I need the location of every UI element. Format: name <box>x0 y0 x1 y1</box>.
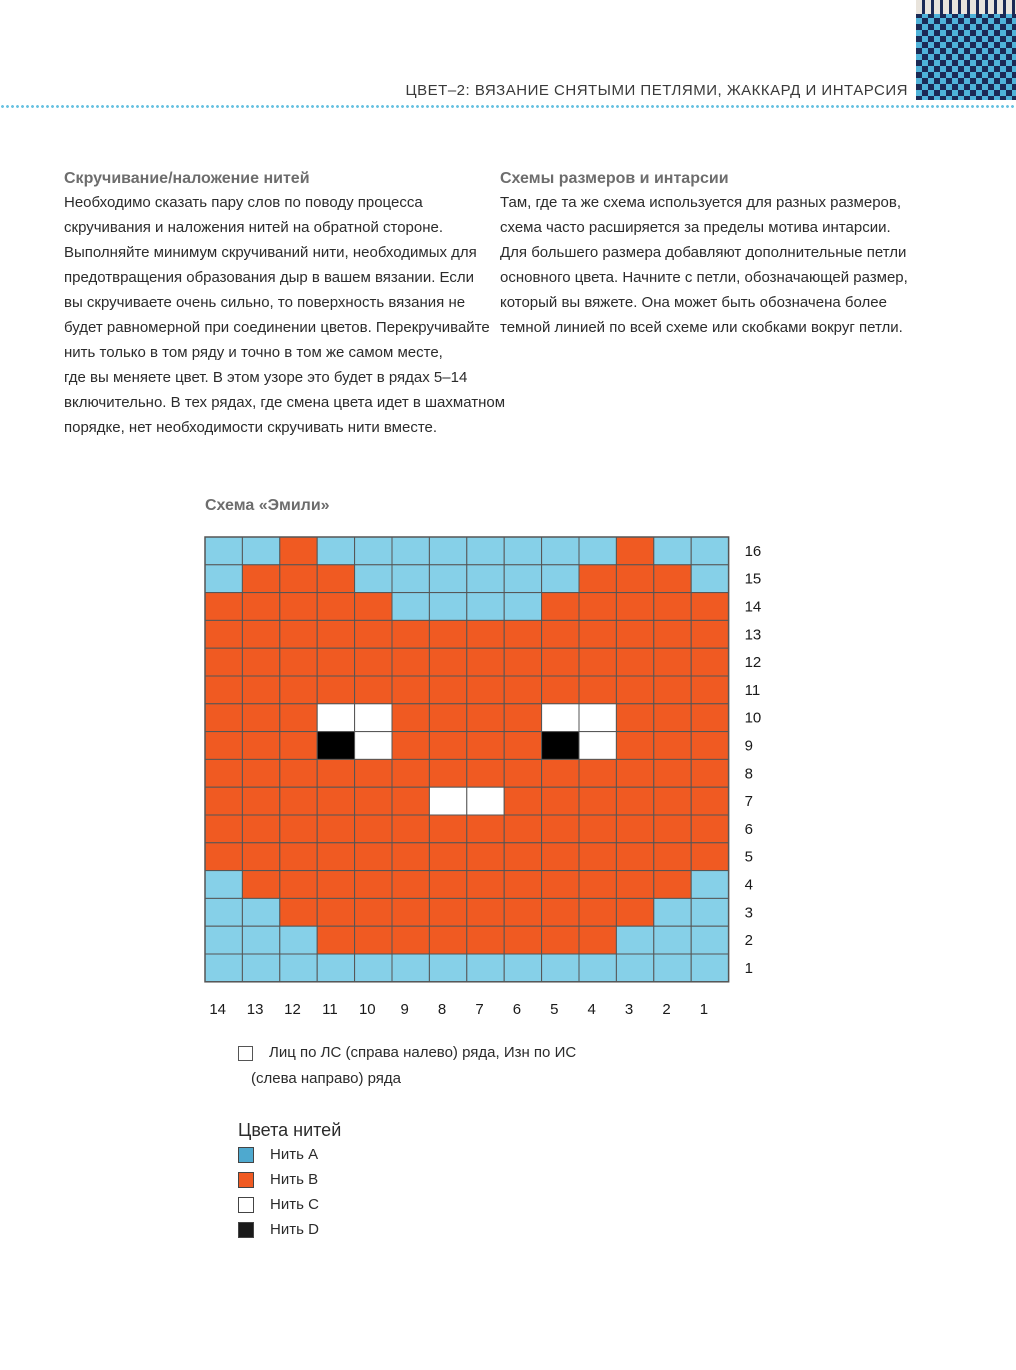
chart-cell <box>654 815 691 843</box>
chart-cell <box>205 593 242 621</box>
row-number-label: 5 <box>744 848 753 866</box>
chart-cell <box>579 732 616 760</box>
chart-cell <box>691 537 728 565</box>
chart-cell <box>280 593 317 621</box>
chart-cell <box>205 648 242 676</box>
chart-cell <box>654 620 691 648</box>
column-number-label: 11 <box>322 1000 338 1018</box>
chart-cell <box>467 871 504 899</box>
chart-cell <box>242 759 279 787</box>
chart-cell <box>205 537 242 565</box>
chart-cell <box>392 732 429 760</box>
chart-cell <box>280 787 317 815</box>
chart-cell <box>467 926 504 954</box>
chart-cell <box>504 648 541 676</box>
right-line: схема часто расширяется за пределы мотива интарсии. <box>500 219 891 236</box>
chart-cell <box>355 676 392 704</box>
chart-cell <box>504 620 541 648</box>
chart-cell <box>542 537 579 565</box>
chart-cell <box>542 759 579 787</box>
left-line: скручивания и наложения нитей на обратной стороне. <box>64 219 444 236</box>
chart-cell <box>542 926 579 954</box>
chart-cell <box>542 732 579 760</box>
chart-cell <box>317 787 354 815</box>
chart-cell <box>205 954 242 982</box>
chart-cell <box>242 620 279 648</box>
chart-cell <box>280 926 317 954</box>
left-line: предотвращения образования дыр в вашем вязании. Если <box>64 269 474 286</box>
column-number-label: 10 <box>358 1000 376 1018</box>
chart-cell <box>280 759 317 787</box>
chart-cell <box>317 732 354 760</box>
row-number-label: 15 <box>744 570 762 588</box>
chart-cell <box>355 648 392 676</box>
chart-cell <box>654 787 691 815</box>
chart-cell <box>467 704 504 732</box>
chart-cell <box>392 537 429 565</box>
chart-cell <box>205 787 242 815</box>
chart-cell <box>429 815 466 843</box>
chart-cell <box>317 620 354 648</box>
chart-cell <box>392 787 429 815</box>
chart-cell <box>542 648 579 676</box>
chart-cell <box>579 676 616 704</box>
yarn-swatch <box>238 1172 254 1188</box>
chart-cell <box>467 732 504 760</box>
chart-cell <box>280 648 317 676</box>
row-number-label: 16 <box>744 542 762 560</box>
row-number-label: 3 <box>744 904 753 922</box>
chart-cell <box>429 620 466 648</box>
chart-cell <box>429 732 466 760</box>
stitch-legend-line1: Лиц по ЛС (справа налево) ряда, Изн по ИС <box>269 1044 577 1061</box>
chart-cell <box>205 815 242 843</box>
left-line: включительно. В тех рядах, где смена цвета идет в шахматном <box>64 394 506 411</box>
chart-cell <box>504 926 541 954</box>
chart-cell <box>654 926 691 954</box>
row-number-label: 6 <box>744 820 753 838</box>
chart-cell <box>429 537 466 565</box>
chart-cell <box>654 537 691 565</box>
chart-cell <box>542 704 579 732</box>
chart-cell <box>616 843 653 871</box>
column-number-label: 8 <box>437 1000 447 1018</box>
chart-cell <box>317 871 354 899</box>
right-line: Там, где та же схема используется для разных размеров, <box>500 194 902 211</box>
chart-cell <box>355 787 392 815</box>
chart-cell <box>579 898 616 926</box>
chart-cell <box>392 954 429 982</box>
chart-cell <box>691 565 728 593</box>
chart-cell <box>579 843 616 871</box>
chart-cell <box>355 704 392 732</box>
chart-cell <box>429 648 466 676</box>
chart-cell <box>654 676 691 704</box>
chart-cell <box>355 871 392 899</box>
row-number-label: 10 <box>744 709 762 727</box>
chart-cell <box>504 537 541 565</box>
chart-cell <box>691 787 728 815</box>
chart-cell <box>355 620 392 648</box>
chart-cell <box>429 926 466 954</box>
chart-cell <box>691 759 728 787</box>
chart-cell <box>542 954 579 982</box>
chart-cell <box>429 593 466 621</box>
chart-cell <box>280 815 317 843</box>
chart-cell <box>429 871 466 899</box>
chart-cell <box>579 648 616 676</box>
right-line: темной линией по всей схеме или скобками вокруг петли. <box>500 319 903 336</box>
column-number-label: 7 <box>475 1000 484 1018</box>
chart-cell <box>392 898 429 926</box>
chart-cell <box>205 565 242 593</box>
column-number-label: 5 <box>550 1000 559 1018</box>
chart-cell <box>242 648 279 676</box>
column-number-label: 2 <box>662 1000 671 1018</box>
chart-cell <box>317 648 354 676</box>
chart-cell <box>317 537 354 565</box>
chart-cell <box>467 537 504 565</box>
chart-cell <box>504 787 541 815</box>
right-line: Для большего размера добавляют дополнительные петли <box>500 244 907 261</box>
chart-cell <box>392 704 429 732</box>
chart-cell <box>280 843 317 871</box>
chart-cell <box>392 648 429 676</box>
chart-title: Схема «Эмили» <box>205 497 330 514</box>
left-heading: Скручивание/наложение нитей <box>64 170 310 187</box>
chart-cell <box>205 843 242 871</box>
chart-cell <box>504 593 541 621</box>
chart-cell <box>205 732 242 760</box>
chart-cell <box>280 620 317 648</box>
chart-cell <box>355 593 392 621</box>
chart-cell <box>242 704 279 732</box>
chart-cell <box>579 926 616 954</box>
empty-square-icon <box>238 1046 253 1061</box>
chart-cell <box>579 565 616 593</box>
chart-cell <box>504 898 541 926</box>
chart-cell <box>579 537 616 565</box>
row-number-label: 14 <box>744 598 762 616</box>
chart-cell <box>467 676 504 704</box>
chart-cell <box>504 954 541 982</box>
chart-cell <box>392 815 429 843</box>
left-line: вы скручиваете очень сильно, то поверхность вязания не <box>64 294 466 311</box>
chart-cell <box>355 898 392 926</box>
chart-cell <box>205 759 242 787</box>
yarn-label: Нить A <box>270 1146 319 1163</box>
chart-cell <box>242 537 279 565</box>
chart-cell <box>467 648 504 676</box>
chart-cell <box>691 620 728 648</box>
column-number-label: 4 <box>587 1000 596 1018</box>
chart-cell <box>467 620 504 648</box>
chart-cell <box>355 815 392 843</box>
column-number-label: 12 <box>284 1000 301 1018</box>
chart-cell <box>616 565 653 593</box>
chart-cell <box>616 593 653 621</box>
chart-cell <box>429 954 466 982</box>
right-line: основного цвета. Начните с петли, обозначающей размер, <box>500 269 908 286</box>
chart-cell <box>691 843 728 871</box>
row-number-label: 8 <box>744 765 753 783</box>
row-number-label: 9 <box>744 737 753 755</box>
chart-cell <box>317 704 354 732</box>
chart-cell <box>280 565 317 593</box>
right-line: который вы вяжете. Она может быть обозначена более <box>500 294 887 311</box>
row-number-label: 1 <box>744 959 753 977</box>
chart-cell <box>242 593 279 621</box>
chart-cell <box>429 759 466 787</box>
stitch-legend-line2: (слева направо) ряда <box>251 1070 402 1087</box>
chart-cell <box>280 732 317 760</box>
yarn-label: Нить B <box>270 1171 319 1188</box>
chart-cell <box>579 954 616 982</box>
chart-cell <box>616 926 653 954</box>
chart-cell <box>429 704 466 732</box>
chart-cell <box>616 732 653 760</box>
chart-cell <box>616 787 653 815</box>
chart-cell <box>429 787 466 815</box>
chart-cell <box>467 787 504 815</box>
chart-cell <box>392 926 429 954</box>
chart-cell <box>542 620 579 648</box>
row-number-label: 4 <box>744 876 753 894</box>
yarn-label: Нить D <box>270 1221 319 1238</box>
left-line: Выполняйте минимум скручиваний нити, необходимых для <box>64 244 477 261</box>
chart-cell <box>542 815 579 843</box>
left-line: нить только в том ряду и точно в том же самом месте, <box>64 344 443 361</box>
chart-cell <box>691 732 728 760</box>
chart-cell <box>242 815 279 843</box>
chart-cell <box>317 565 354 593</box>
chart-cell <box>654 565 691 593</box>
chart-cell <box>205 871 242 899</box>
chart-cell <box>542 898 579 926</box>
right-heading: Схемы размеров и интарсии <box>500 170 729 187</box>
chart-cell <box>317 759 354 787</box>
chart-cell <box>616 704 653 732</box>
chart-cell <box>654 759 691 787</box>
column-number-label: 9 <box>400 1000 409 1018</box>
chart-cell <box>654 593 691 621</box>
chart-cell <box>317 815 354 843</box>
chart-cell <box>242 732 279 760</box>
chart-cell <box>355 537 392 565</box>
chart-cell <box>205 898 242 926</box>
chart-cell <box>242 871 279 899</box>
chart-cell <box>392 565 429 593</box>
chart-cell <box>504 759 541 787</box>
chart-cell <box>504 676 541 704</box>
chart-cell <box>242 954 279 982</box>
chart-cell <box>242 898 279 926</box>
chart-cell <box>280 954 317 982</box>
row-number-label: 7 <box>744 793 753 811</box>
chart-cell <box>392 871 429 899</box>
chart-cell <box>242 843 279 871</box>
chart-cell <box>691 648 728 676</box>
chart-cell <box>542 676 579 704</box>
column-number-label: 13 <box>246 1000 264 1018</box>
chart-cell <box>392 676 429 704</box>
chart-cell <box>280 871 317 899</box>
row-number-label: 11 <box>744 681 761 699</box>
chart-cell <box>504 815 541 843</box>
chart-cell <box>205 704 242 732</box>
chart-cell <box>392 843 429 871</box>
yarn-swatch <box>238 1147 254 1163</box>
chart-cell <box>579 759 616 787</box>
chart-cell <box>691 898 728 926</box>
chart-cell <box>504 843 541 871</box>
chart-cell <box>616 954 653 982</box>
chart-cell <box>242 787 279 815</box>
chart-cell <box>691 593 728 621</box>
chart-cell <box>542 871 579 899</box>
chart-cell <box>691 676 728 704</box>
chart-cell <box>205 926 242 954</box>
chart-cell <box>504 704 541 732</box>
chart-cell <box>242 565 279 593</box>
chart-cell <box>429 565 466 593</box>
chart-cell <box>691 871 728 899</box>
chart-cell <box>392 593 429 621</box>
chart-cell <box>691 954 728 982</box>
chart-cell <box>654 704 691 732</box>
chart-cell <box>542 787 579 815</box>
chart-cell <box>429 843 466 871</box>
chart-cell <box>242 926 279 954</box>
chart-cell <box>654 954 691 982</box>
running-head: ЦВЕТ–2: ВЯЗАНИЕ СНЯТЫМИ ПЕТЛЯМИ, ЖАККАРД И ИНТАРСИЯ <box>405 82 908 99</box>
row-number-label: 2 <box>744 932 753 950</box>
chart-cell <box>467 843 504 871</box>
chart-cell <box>317 843 354 871</box>
chart-cell <box>355 843 392 871</box>
chart-cell <box>280 898 317 926</box>
left-line: будет равномерной при соединении цветов. Перекручивайте <box>64 319 490 336</box>
chart-cell <box>654 732 691 760</box>
chart-cell <box>616 537 653 565</box>
chart-cell <box>654 871 691 899</box>
chart-cell <box>691 815 728 843</box>
chart-cell <box>616 620 653 648</box>
column-number-label: 1 <box>699 1000 709 1018</box>
chart-cell <box>616 676 653 704</box>
column-number-label: 3 <box>624 1000 634 1018</box>
row-number-label: 12 <box>744 654 762 672</box>
chart-cell <box>280 704 317 732</box>
chart-cell <box>467 759 504 787</box>
yarn-colors-title: Цвета нитей <box>238 1120 342 1140</box>
chart-cell <box>355 759 392 787</box>
chart-cell <box>429 676 466 704</box>
chart-cell <box>467 593 504 621</box>
chart-cell <box>355 926 392 954</box>
chart-cell <box>392 759 429 787</box>
chart-cell <box>429 898 466 926</box>
chart-cell <box>542 843 579 871</box>
chart-cell <box>392 620 429 648</box>
chart-cell <box>654 648 691 676</box>
chart-cell <box>467 815 504 843</box>
chart-cell <box>654 898 691 926</box>
yarn-swatch <box>238 1197 254 1213</box>
column-number-label: 6 <box>512 1000 522 1018</box>
left-line: где вы меняете цвет. В этом узоре это будет в рядах 5–14 <box>64 369 468 386</box>
chart-cell <box>242 676 279 704</box>
chart-cell <box>654 843 691 871</box>
chart-cell <box>579 787 616 815</box>
row-number-label: 13 <box>744 626 762 644</box>
chart-cell <box>616 871 653 899</box>
chart-cell <box>280 676 317 704</box>
chart-cell <box>691 704 728 732</box>
chart-cell <box>205 676 242 704</box>
chart-cell <box>542 565 579 593</box>
chart-cell <box>579 704 616 732</box>
chart-cell <box>579 871 616 899</box>
chart-cell <box>504 871 541 899</box>
chart-cell <box>317 898 354 926</box>
chart-cell <box>317 676 354 704</box>
chart-cell <box>616 815 653 843</box>
chart-cell <box>280 537 317 565</box>
column-number-label: 14 <box>209 1000 227 1018</box>
chart-cell <box>504 732 541 760</box>
chart-cell <box>355 732 392 760</box>
yarn-label: Нить C <box>270 1196 319 1213</box>
left-line: Необходимо сказать пару слов по поводу процесса <box>64 194 423 211</box>
chart-cell <box>504 565 541 593</box>
chart-cell <box>317 593 354 621</box>
chart-cell <box>317 954 354 982</box>
chart-cell <box>616 759 653 787</box>
chart-cell <box>467 898 504 926</box>
chart-cell <box>691 926 728 954</box>
chart-cell <box>467 565 504 593</box>
chart-cell <box>355 954 392 982</box>
chart-cell <box>205 620 242 648</box>
chart-cell <box>467 954 504 982</box>
chart-cell <box>579 620 616 648</box>
chart-cell <box>579 815 616 843</box>
chart-cell <box>579 593 616 621</box>
chart-cell <box>542 593 579 621</box>
chart-cell <box>616 898 653 926</box>
chart-cell <box>616 648 653 676</box>
left-line: порядке, нет необходимости скручивать нити вместе. <box>64 419 438 436</box>
chart-cell <box>317 926 354 954</box>
yarn-swatch <box>238 1222 254 1238</box>
chart-cell <box>355 565 392 593</box>
